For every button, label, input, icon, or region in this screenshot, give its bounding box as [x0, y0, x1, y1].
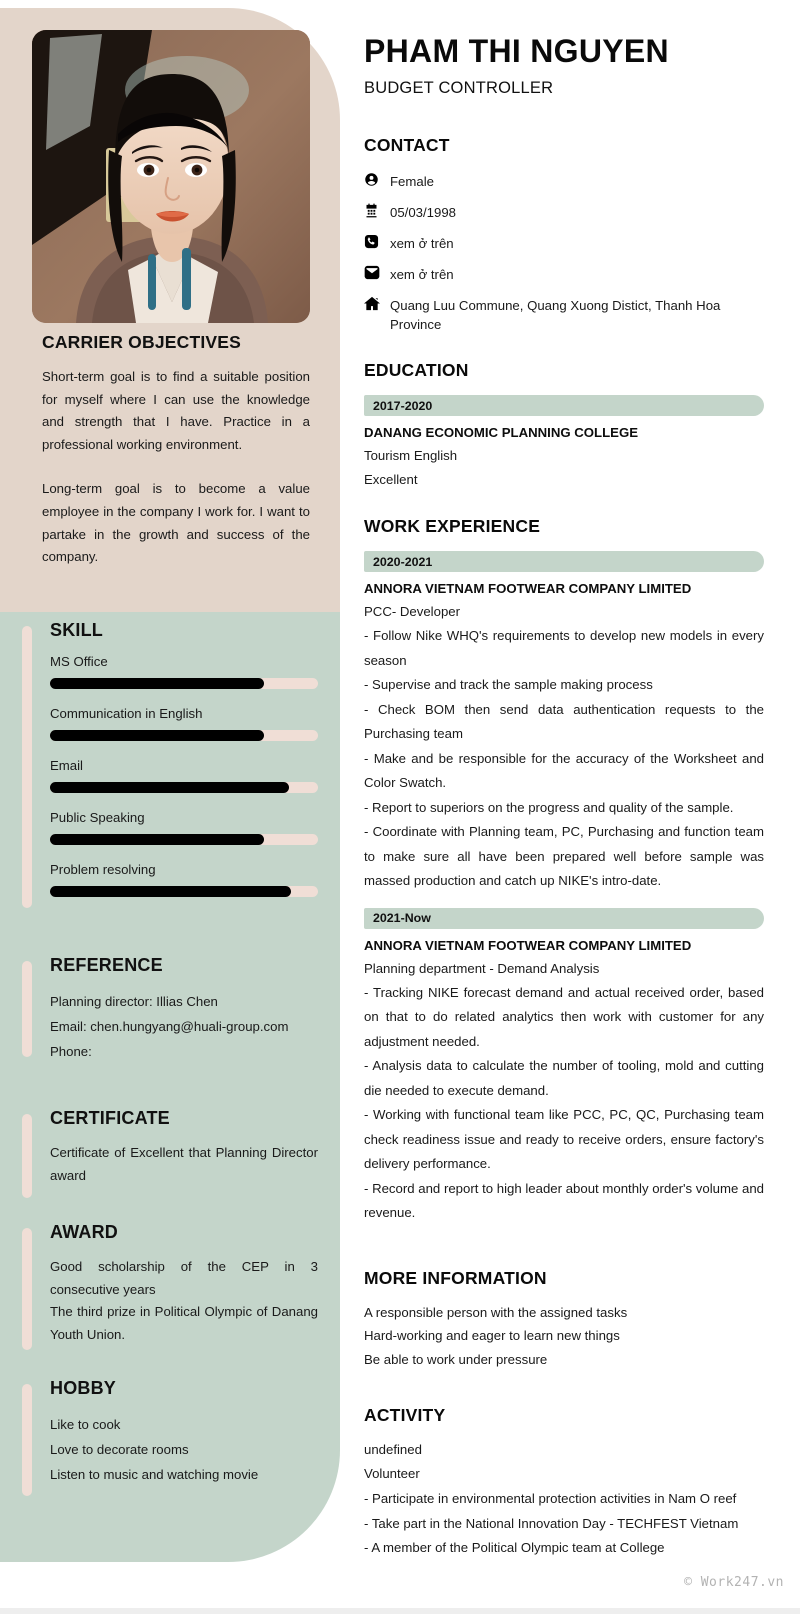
skill-list [50, 654, 318, 897]
award-line: The third prize in Political Olympic of Danang Youth Union. [50, 1304, 318, 1342]
work-bullet: - Coordinate with Planning team, PC, Purchasing and function team to make sure all have been prepared well before sample was massed production and catch up NIKE's intro-date. [364, 824, 764, 888]
profile-photo [32, 30, 310, 323]
skill-bar-track [50, 678, 318, 689]
portrait-image [32, 30, 310, 323]
work-experience-heading: WORK EXPERIENCE [364, 516, 541, 536]
award-heading: AWARD [50, 1222, 118, 1242]
contact-value: xem ở trên [390, 267, 454, 282]
activity-bullets [364, 1487, 764, 1561]
work-item [364, 908, 764, 1226]
section-education [364, 360, 764, 490]
work-period-badge: 2020-2021 [364, 551, 764, 572]
section-work-experience [364, 516, 764, 1226]
contact-row-email [364, 264, 764, 284]
work-bullet: - Working with functional team like PCC, PC, QC, Purchasing team check readiness issue and ready to receive orders, ensure factory's delivery performance. [364, 1107, 764, 1171]
reference-line: Phone: [50, 1044, 92, 1059]
education-major: Tourism English [364, 448, 458, 463]
section-more-information [364, 1268, 764, 1372]
education-period-badge: 2017-2020 [364, 395, 764, 416]
certificate-heading: CERTIFICATE [50, 1108, 170, 1128]
hobby-line: Love to decorate rooms [50, 1442, 189, 1457]
more-information-line: Be able to work under pressure [364, 1351, 548, 1367]
skill-bar-fill [50, 782, 289, 793]
skill-item [50, 706, 318, 741]
award-line: Good scholarship of the CEP in 3 consecutive years [50, 1259, 318, 1297]
activity-line: undefined [364, 1442, 422, 1457]
certificate-accent-bar [22, 1114, 32, 1198]
skill-bar-fill [50, 834, 264, 845]
work-bullet: - Report to superiors on the progress and quality of the sample. [364, 799, 734, 815]
section-certificate [22, 1108, 318, 1187]
skill-bar-track [50, 886, 318, 897]
hobby-accent-bar [22, 1384, 32, 1496]
skill-accent-bar [22, 626, 32, 908]
certificate-text: Certificate of Excellent that Planning Director award [50, 1145, 318, 1183]
work-item [364, 551, 764, 894]
sidebar [0, 0, 340, 1562]
skill-item [50, 862, 318, 897]
work-bullet: - Supervise and track the sample making process [364, 677, 653, 692]
contact-value: 05/03/1998 [390, 205, 457, 220]
page-title: PHAM THI NGUYEN [364, 33, 669, 69]
reference-line: Planning director: Illias Chen [50, 994, 218, 1009]
skill-bar-fill [50, 730, 264, 741]
activity-heading: ACTIVITY [364, 1405, 446, 1425]
education-heading: EDUCATION [364, 360, 469, 380]
skill-bar-track [50, 834, 318, 845]
email-icon [364, 264, 390, 280]
more-information-line: A responsible person with the assigned tasks [364, 1304, 628, 1320]
carrier-objectives-body [42, 366, 310, 569]
skill-label: Problem resolving [50, 862, 156, 877]
skill-bar-fill [50, 678, 264, 689]
contact-value: Female [390, 174, 434, 189]
more-information-list [364, 1301, 764, 1372]
section-reference [22, 955, 318, 1064]
hobby-line: Listen to music and watching movie [50, 1467, 259, 1482]
reference-accent-bar [22, 961, 32, 1057]
work-bullet: - Check BOM then send data authentication requests to the Purchasing team [364, 701, 764, 741]
skill-bar-fill [50, 886, 291, 897]
work-period-badge: 2021-Now [364, 908, 764, 929]
objectives-paragraph: Long-term goal is to become a value employee in the company I work for. I want to partake in the growth and success of the company. [42, 481, 310, 565]
work-bullet: - Make and be responsible for the accuracy of the Worksheet and Color Swatch. [364, 750, 764, 790]
skill-item [50, 654, 318, 689]
section-carrier-objectives [42, 332, 310, 569]
activity-bullet: - Participate in environmental protection activities in Nam O reef [364, 1491, 737, 1506]
work-bullet: - Tracking NIKE forecast demand and actual received order, based on that to do related analytics then work with customer for any adjustment needed. [364, 984, 764, 1049]
skill-label: Email [50, 758, 83, 773]
contact-heading: CONTACT [364, 135, 450, 155]
contact-row-gender [364, 171, 764, 191]
more-information-line: Hard-working and eager to learn new things [364, 1328, 620, 1343]
education-grade: Excellent [364, 472, 418, 487]
skill-label: Public Speaking [50, 810, 145, 825]
work-role: PCC- Developer [364, 604, 461, 619]
contact-row-address [364, 295, 764, 334]
skill-label: MS Office [50, 654, 108, 669]
work-bullet: - Record and report to high leader about monthly order's volume and revenue. [364, 1180, 764, 1220]
work-bullet: - Analysis data to calculate the number of tooling, mold and cutting die needed to execute demand. [364, 1058, 764, 1098]
carrier-objectives-heading: CARRIER OBJECTIVES [42, 332, 242, 352]
section-activity [364, 1405, 764, 1561]
section-award [22, 1222, 318, 1346]
hobby-heading: HOBBY [50, 1378, 117, 1398]
skill-item [50, 810, 318, 845]
more-information-heading: MORE INFORMATION [364, 1267, 547, 1288]
main-column [364, 0, 764, 1561]
work-bullets [364, 981, 764, 1226]
activity-list [364, 1438, 764, 1485]
person-icon [364, 171, 390, 187]
bottom-divider [0, 1608, 800, 1614]
contact-row-birthdate [364, 202, 764, 222]
contact-list [364, 171, 764, 334]
activity-bullet: - Take part in the National Innovation Day - TECHFEST Vietnam [364, 1515, 739, 1531]
footer-copyright: © Work247.vn [684, 1575, 784, 1590]
reference-line: Email: chen.hungyang@huali-group.com [50, 1019, 289, 1034]
section-skill [22, 620, 318, 914]
skill-item [50, 758, 318, 793]
phone-icon [364, 233, 390, 249]
reference-heading: REFERENCE [50, 955, 163, 975]
hobby-line: Like to cook [50, 1417, 121, 1432]
contact-row-phone [364, 233, 764, 253]
home-icon [364, 295, 390, 311]
work-role: Planning department - Demand Analysis [364, 960, 600, 976]
education-school: DANANG ECONOMIC PLANNING COLLEGE [364, 425, 639, 440]
calendar-icon [364, 202, 390, 218]
contact-value: Quang Luu Commune, Quang Xuong Distict, Thanh Hoa Province [390, 298, 721, 332]
activity-line: Volunteer [364, 1465, 420, 1481]
skill-label: Communication in English [50, 706, 203, 721]
work-company: ANNORA VIETNAM FOOTWEAR COMPANY LIMITED [364, 581, 692, 596]
job-title: BUDGET CONTROLLER [364, 79, 554, 97]
contact-value: xem ở trên [390, 236, 454, 251]
objectives-paragraph: Short-term goal is to find a suitable position for myself where I can use the knowledge and strength that I have. Practice in a professional working environment. [42, 369, 310, 452]
skill-heading: SKILL [50, 620, 103, 640]
award-accent-bar [22, 1228, 32, 1350]
skill-bar-track [50, 782, 318, 793]
skill-bar-track [50, 730, 318, 741]
work-company: ANNORA VIETNAM FOOTWEAR COMPANY LIMITED [364, 937, 692, 953]
section-hobby [22, 1378, 318, 1487]
activity-bullet: - A member of the Political Olympic team at College [364, 1540, 665, 1555]
work-bullet: - Follow Nike WHQ's requirements to develop new models in every season [364, 628, 764, 668]
work-bullets [364, 624, 764, 894]
